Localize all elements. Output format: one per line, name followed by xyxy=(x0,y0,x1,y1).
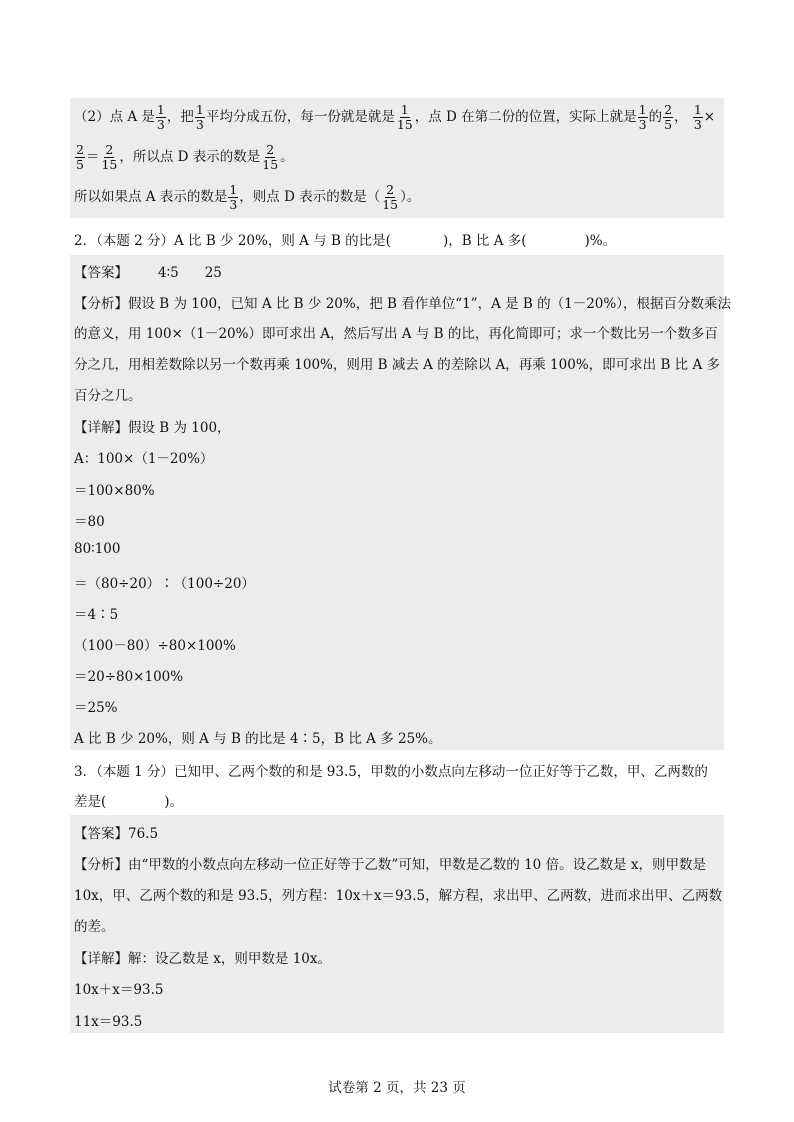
q2-detail-line: ＝80 xyxy=(74,514,105,530)
q1-line-3: 所以如果点 A 表示的数是 $\frac{1}{3}$ ，则点 D 表示的数是（ $\frac{2}{15}$ ）。 xyxy=(74,182,421,212)
page-footer: 试卷第 2 页，共 23 页 xyxy=(328,1080,466,1096)
q2-detail-line: A 比 B 少 20%，则 A 与 B 的比是 4∶5，B 比 A 多 25%。 xyxy=(74,731,442,747)
q2-detail-line: 【详解】假设 B 为 100， xyxy=(74,420,231,436)
q2-analysis-line: 分之几，用相差数除以另一个数再乘 100%，则用 B 减去 A 的差除以 A，再乘 100%，即可求出 B 比 A 多 xyxy=(74,357,720,373)
fraction-one-third: $\frac{1}{3}$ xyxy=(195,102,204,132)
q2-analysis-line: 【分析】假设 B 为 100，已知 A 比 B 少 20%，把 B 看作单位“1”，A 是 B 的（1－20%），根据百分数乘法 xyxy=(74,296,731,312)
q3-analysis-line: 10x，甲、乙两个数的和是 93.5，列方程：10x＋x＝93.5，解方程，求出甲、乙两数，进而求出甲、乙两数 xyxy=(74,888,723,904)
q2-detail-line: （100－80）÷80×100% xyxy=(74,638,236,654)
q2-detail-line: A：100×（1－20%） xyxy=(74,451,214,467)
q3-stem-line-1: 3．（本题 1 分）已知甲、乙两个数的和是 93.5，甲数的小数点向左移动一位正好等于乙数，甲、乙两数的 xyxy=(74,764,708,780)
fraction-two-fifteenths: $\frac{2}{15}$ xyxy=(382,182,399,212)
fraction-two-fifths: $\frac{2}{5}$ xyxy=(76,142,84,172)
q3-stem-line-2: 差是( )。 xyxy=(74,794,184,810)
solution-background-q3 xyxy=(70,815,724,1033)
q3-answer: 【答案】76.5 xyxy=(74,826,159,842)
q2-detail-line: ＝25% xyxy=(74,700,118,716)
q2-detail-line: ＝20÷80×100% xyxy=(74,669,184,685)
q3-analysis-line: 【分析】由“甲数的小数点向左移动一位正好等于乙数”可知，甲数是乙数的 10 倍。设乙数是 x，则甲数是 xyxy=(74,857,706,873)
fraction-one-third: $\frac{1}{3}$ xyxy=(156,102,165,132)
fraction-one-third: $\frac{1}{3}$ xyxy=(229,182,238,212)
q3-detail-line: 10x＋x＝93.5 xyxy=(74,982,164,998)
fraction-one-third: $\frac{1}{3}$ xyxy=(693,102,702,132)
fraction-one-third: $\frac{1}{3}$ xyxy=(638,102,647,132)
q1-line-1: （2）点 A 是 $\frac{1}{3}$ ，把 $\frac{1}{3}$ 平均分成五份，每一份就是就是 $\frac{1}{15}$ ，点 D 在第二份的位置，实际上就是 $\frac{1}{3}$ 的 $\frac{2}{5}$ ， $\frac{1}{3}$ × xyxy=(74,102,716,132)
q2-detail-line: 80∶100 xyxy=(74,541,121,557)
q3-detail-line: 【详解】解：设乙数是 x，则甲数是 10x。 xyxy=(74,951,331,967)
answer-value-2: 25 xyxy=(204,265,222,281)
q2-analysis-line: 百分之几。 xyxy=(74,388,142,404)
fraction-one-fifteenth: $\frac{1}{15}$ xyxy=(396,102,413,132)
q2-answer: 【答案】 4∶5 25 xyxy=(74,265,222,281)
fraction-two-fifteenths: $\frac{2}{15}$ xyxy=(101,142,118,172)
q1-line-2: $\frac{2}{5}$ ＝ $\frac{2}{15}$ ，所以点 D 表示的数是 $\frac{2}{15}$ 。 xyxy=(76,142,294,172)
q2-detail-line: ＝100×80% xyxy=(74,483,155,499)
answer-value-1: 4∶5 xyxy=(158,265,179,281)
q2-stem: 2．（本题 2 分）A 比 B 少 20%，则 A 与 B 的比是( )，B 比 A 多( )%。 xyxy=(74,233,617,249)
q2-detail-line: ＝4∶5 xyxy=(74,607,119,623)
fraction-two-fifths: $\frac{2}{5}$ xyxy=(664,102,673,132)
q2-analysis-line: 的意义，用 100×（1－20%）即可求出 A，然后写出 A 与 B 的比，再化简即可；求一个数比另一个数多百 xyxy=(74,326,718,342)
q3-analysis-line: 的差。 xyxy=(74,919,115,935)
fraction-two-fifteenths: $\frac{2}{15}$ xyxy=(262,142,279,172)
q3-detail-line: 11x＝93.5 xyxy=(74,1014,143,1030)
q2-detail-line: ＝（80÷20）∶（100÷20） xyxy=(74,576,255,592)
